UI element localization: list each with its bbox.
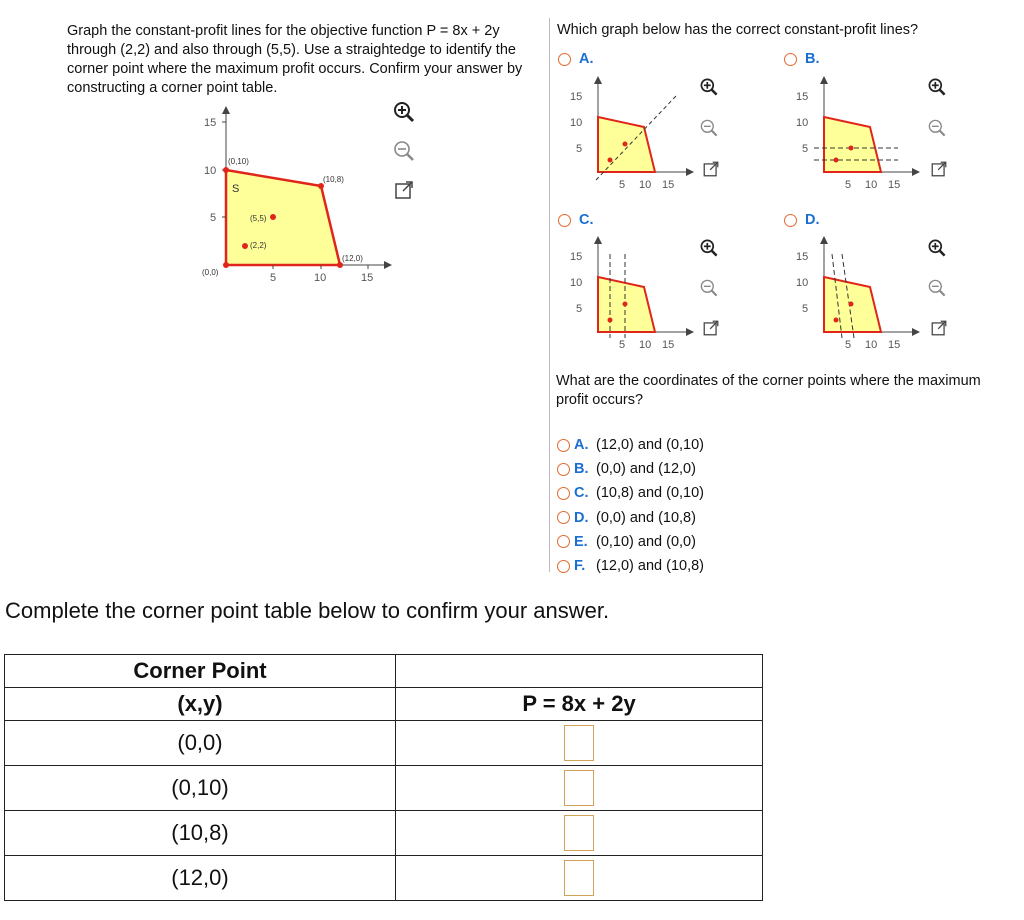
table-row-point: (0,10) [5, 766, 396, 811]
zoom-in-icon[interactable] [391, 99, 417, 125]
answer-option-c[interactable]: C. (10,8) and (0,10) [557, 481, 704, 505]
radio-button[interactable] [557, 487, 570, 500]
y-tick: 5 [802, 303, 809, 315]
radio-button[interactable] [557, 463, 570, 476]
radio-button[interactable] [557, 560, 570, 573]
popout-icon[interactable] [700, 317, 722, 339]
x-tick: 10 [314, 272, 327, 284]
zoom-out-icon[interactable] [926, 117, 948, 139]
y-tick: 15 [570, 91, 583, 103]
label-0-10: (0,10) [228, 157, 249, 166]
graph-b [786, 74, 926, 194]
table-row-point: (10,8) [5, 811, 396, 856]
radio-button[interactable] [557, 511, 570, 524]
popout-icon[interactable] [928, 158, 950, 180]
zoom-in-icon[interactable] [926, 76, 948, 98]
main-graph [190, 100, 400, 290]
radio-button[interactable] [784, 53, 797, 66]
table-row-point: (0,0) [5, 721, 396, 766]
table-row-value [396, 766, 763, 811]
header-profit: P = 8x + 2y [396, 688, 763, 721]
point-5-5 [270, 214, 276, 220]
divider [549, 18, 550, 572]
x-tick: 15 [888, 179, 901, 191]
zoom-in-icon[interactable] [698, 237, 720, 259]
point-2-2 [242, 243, 248, 249]
y-tick: 5 [802, 143, 809, 155]
y-tick: 10 [796, 277, 809, 289]
x-tick: 5 [845, 179, 852, 191]
x-tick: 10 [865, 179, 878, 191]
y-tick: 5 [576, 303, 583, 315]
answer-option-a[interactable]: A. (12,0) and (0,10) [557, 433, 704, 457]
answer-option-d[interactable]: D. (0,0) and (10,8) [557, 506, 704, 530]
x-tick: 15 [361, 272, 374, 284]
answer-input[interactable] [564, 860, 594, 896]
zoom-out-icon[interactable] [391, 138, 417, 164]
option-d[interactable]: D. [784, 212, 820, 228]
answer-option-b[interactable]: B. (0,0) and (12,0) [557, 457, 704, 481]
graph-d [786, 234, 926, 354]
graph-c [560, 234, 700, 354]
y-tick: 10 [570, 117, 583, 129]
corner-point [223, 262, 229, 268]
label-0-0: (0,0) [202, 268, 219, 277]
zoom-in-icon[interactable] [698, 76, 720, 98]
label-12-0: (12,0) [342, 254, 363, 263]
popout-icon[interactable] [928, 317, 950, 339]
option-a[interactable]: A. [558, 51, 594, 67]
answer-input[interactable] [564, 770, 594, 806]
y-tick: 5 [576, 143, 583, 155]
y-tick: 15 [796, 251, 809, 263]
option-b[interactable]: B. [784, 51, 820, 67]
label-2-2: (2,2) [250, 241, 267, 250]
label-5-5: (5,5) [250, 214, 267, 223]
x-tick: 5 [619, 339, 626, 351]
x-tick: 15 [662, 179, 675, 191]
answer-option-f[interactable]: F. (12,0) and (10,8) [557, 554, 704, 578]
zoom-in-icon[interactable] [926, 237, 948, 259]
question-graph: Which graph below has the correct constant-profit lines? [557, 22, 919, 38]
zoom-out-icon[interactable] [698, 277, 720, 299]
table-instruction: Complete the corner point table below to confirm your answer. [5, 598, 610, 623]
radio-button[interactable] [558, 214, 571, 227]
y-tick: 10 [796, 117, 809, 129]
header-empty [396, 655, 763, 688]
answer-input[interactable] [564, 815, 594, 851]
answer-list [557, 433, 704, 578]
answer-option-e[interactable]: E. (0,10) and (0,0) [557, 530, 704, 554]
answer-input[interactable] [564, 725, 594, 761]
corner-point-table [4, 654, 763, 901]
y-tick: 15 [204, 117, 217, 129]
x-tick: 10 [865, 339, 878, 351]
label-10-8: (10,8) [323, 175, 344, 184]
header-xy: (x,y) [5, 688, 396, 721]
y-tick: 15 [796, 91, 809, 103]
x-tick: 5 [845, 339, 852, 351]
header-corner-point: Corner Point [5, 655, 396, 688]
x-tick: 5 [619, 179, 626, 191]
table-row-value [396, 721, 763, 766]
x-tick: 10 [639, 339, 652, 351]
corner-point [223, 167, 229, 173]
x-tick: 10 [639, 179, 652, 191]
region-label: S [232, 183, 240, 195]
graph-a [560, 74, 700, 194]
radio-button[interactable] [558, 53, 571, 66]
radio-button[interactable] [557, 535, 570, 548]
y-tick: 10 [570, 277, 583, 289]
popout-icon[interactable] [391, 177, 417, 203]
problem-text: Graph the constant-profit lines for the objective function P = 8x + 2y through (2,2) and also through (5,5). Use a straightedge to identify the corner point where the maximum profit occurs. Confirm your answer by constructing a corner point table. [67, 23, 523, 96]
y-tick: 10 [204, 165, 217, 177]
y-tick: 5 [210, 212, 217, 224]
table-row-point: (12,0) [5, 856, 396, 901]
x-tick: 15 [888, 339, 901, 351]
x-tick: 5 [270, 272, 277, 284]
table-row-value [396, 811, 763, 856]
radio-button[interactable] [557, 439, 570, 452]
zoom-out-icon[interactable] [698, 117, 720, 139]
zoom-out-icon[interactable] [926, 277, 948, 299]
table-row-value [396, 856, 763, 901]
option-c[interactable]: C. [558, 212, 594, 228]
x-tick: 15 [662, 339, 675, 351]
radio-button[interactable] [784, 214, 797, 227]
question-corner-points: What are the coordinates of the corner points where the maximum profit occurs? [556, 373, 981, 408]
popout-icon[interactable] [700, 158, 722, 180]
y-tick: 15 [570, 251, 583, 263]
